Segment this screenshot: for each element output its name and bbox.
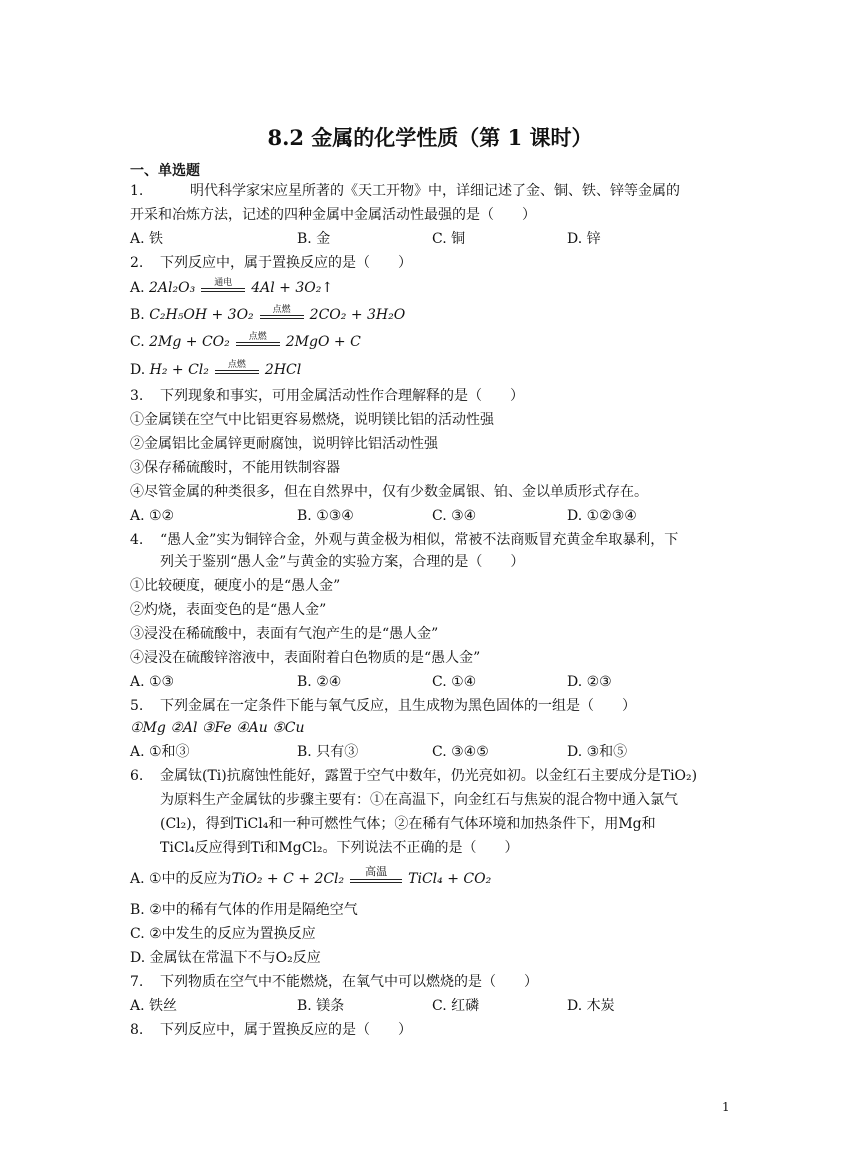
- q1-option-a: A. 铁: [130, 231, 164, 247]
- q3-option-c: C. ③④: [432, 508, 477, 524]
- q3-statement-4: ④尽管金属的种类很多，但在自然界中，仅有少数金属银、铂、金以单质形式存在。: [130, 484, 648, 500]
- q3-option-b: B. ①③④: [297, 508, 354, 524]
- q6-option-d: D. 金属钛在常温下不与O₂反应: [130, 950, 321, 966]
- q6-option-a: A. ①中的反应为TiO₂ + C + 2Cl₂ 高温 TiCl₄ + CO₂: [130, 865, 492, 887]
- q7-option-b: B. 镁条: [297, 998, 345, 1014]
- q2-option-a: A. 2Al₂O₃ 通电 4Al + 3O₂↑: [130, 278, 334, 296]
- q3-statement-1: ①金属镁在空气中比铝更容易燃烧，说明镁比铝的活动性强: [130, 412, 494, 428]
- q7-option-d: D. 木炭: [567, 998, 615, 1014]
- q4-line2: 列关于鉴别“愚人金”与黄金的实验方案，合理的是（ ）: [160, 554, 525, 570]
- q6-line2: 为原料生产金属钛的步骤主要有：①在高温下，向金红石与焦炭的混合物中通入氯气: [160, 792, 678, 808]
- q5-stem: 5. 下列金属在一定条件下能与氧气反应，且生成物为黑色固体的一组是（ ）: [130, 698, 636, 714]
- q3-option-a: A. ①②: [130, 508, 175, 524]
- q3-statement-2: ②金属铝比金属锌更耐腐蚀，说明锌比铝活动性强: [130, 436, 438, 452]
- q1-option-c: C. 铜: [432, 231, 466, 247]
- q2-option-d: D. H₂ + Cl₂ 点燃 2HCl: [130, 360, 302, 378]
- q4-statement-1: ①比较硬度，硬度小的是“愚人金”: [130, 578, 341, 594]
- q6-option-b: B. ②中的稀有气体的作用是隔绝空气: [130, 902, 358, 918]
- q1-number: 1.: [130, 183, 144, 199]
- q2-option-b: B. C₂H₅OH + 3O₂ 点燃 2CO₂ + 3H₂O: [130, 305, 406, 323]
- q4-option-b: B. ②④: [297, 674, 342, 690]
- q3-stem: 3. 下列现象和事实，可用金属活动性作合理解释的是（ ）: [130, 388, 524, 404]
- q6-option-c: C. ②中发生的反应为置换反应: [130, 926, 316, 942]
- q7-stem: 7. 下列物质在空气中不能燃烧，在氧气中可以燃烧的是（ ）: [130, 974, 538, 990]
- q6-line4: TiCl₄反应得到Ti和MgCl₂。下列说法不正确的是（ ）: [160, 840, 519, 856]
- q3-statement-3: ③保存稀硫酸时，不能用铁制容器: [130, 460, 340, 476]
- q1-line1: 1. 明代科学家宋应星所著的《天工开物》中，详细记述了金、铜、铁、锌等金属的: [130, 183, 680, 199]
- q8-stem: 8. 下列反应中，属于置换反应的是（ ）: [130, 1022, 412, 1038]
- q7-option-c: C. 红磷: [432, 998, 480, 1014]
- q5-option-d: D. ③和⑤: [567, 744, 628, 760]
- q7-option-a: A. 铁丝: [130, 998, 178, 1014]
- q6-line1: 6. 金属钛(Ti)抗腐蚀性能好，露置于空气中数年，仍光亮如初。以金红石主要成分是TiO₂): [130, 768, 698, 784]
- q2-option-c: C. 2Mg + CO₂ 点燃 2MgO + C: [130, 332, 361, 350]
- q2-stem: 2. 下列反应中，属于置换反应的是（ ）: [130, 255, 412, 271]
- q4-line1: 4. “愚人金”实为铜锌合金，外观与黄金极为相似，常被不法商贩冒充黄金牟取暴利，下: [130, 532, 679, 548]
- q5-list: ①Mg ②Al ③Fe ④Au ⑤Cu: [130, 720, 305, 736]
- q5-option-b: B. 只有③: [297, 744, 359, 760]
- q4-option-c: C. ①④: [432, 674, 477, 690]
- page-title: 8.2 金属的化学性质（第 1 课时）: [267, 125, 593, 150]
- q4-option-a: A. ①③: [130, 674, 175, 690]
- q3-option-d: D. ①②③④: [567, 508, 637, 524]
- q5-option-a: A. ①和③: [130, 744, 190, 760]
- section-heading: 一、单选题: [130, 163, 200, 179]
- q4-statement-3: ③浸没在稀硫酸中，表面有气泡产生的是“愚人金”: [130, 626, 439, 642]
- q1-option-b: B. 金: [297, 231, 331, 247]
- page-number: 1: [722, 1100, 730, 1114]
- q4-option-d: D. ②③: [567, 674, 612, 690]
- q6-line3: (Cl₂)，得到TiCl₄和一种可燃性气体；②在稀有气体环境和加热条件下，用Mg和: [160, 816, 656, 832]
- q1-line2: 开采和冶炼方法，记述的四种金属中金属活动性最强的是（ ）: [130, 207, 536, 223]
- q5-option-c: C. ③④⑤: [432, 744, 489, 760]
- q4-statement-2: ②灼烧，表面变色的是“愚人金”: [130, 602, 327, 618]
- q1-option-d: D. 锌: [567, 231, 601, 247]
- q4-statement-4: ④浸没在硫酸锌溶液中，表面附着白色物质的是“愚人金”: [130, 650, 481, 666]
